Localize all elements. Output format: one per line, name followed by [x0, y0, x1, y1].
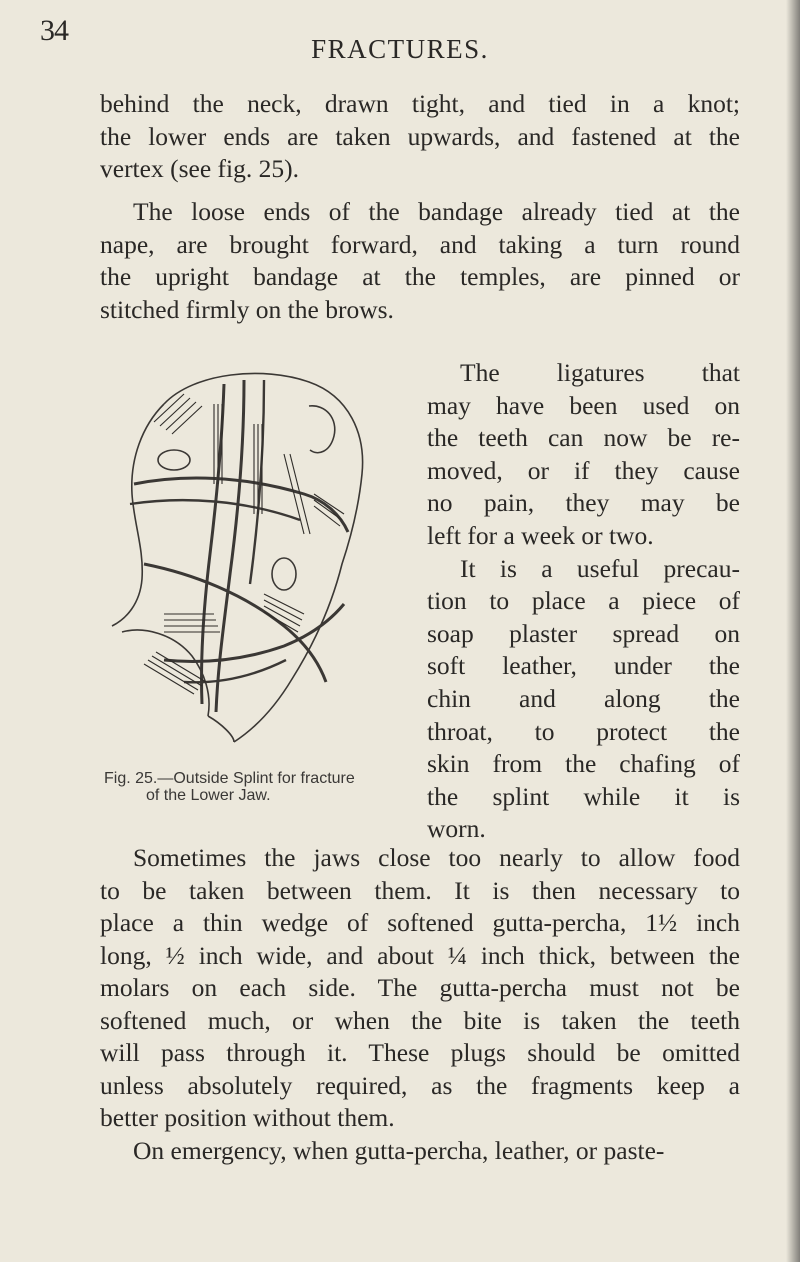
text-line: long, ½ inch wide, and about ¼ inch thick, between the	[100, 940, 740, 970]
paragraph-2	[100, 196, 740, 326]
text-line: tion to place a piece of	[427, 586, 740, 616]
page-edge-shadow	[786, 0, 800, 1262]
text-line: unless absolutely required, as the fragments keep a	[100, 1070, 740, 1100]
text-line: left for a week or two.	[427, 520, 654, 550]
text-line: molars on each side. The gutta-percha must not be	[100, 973, 740, 1002]
text-line: may have been used on	[427, 390, 740, 420]
text-line: vertex (see fig. 25).	[100, 154, 299, 183]
paragraph-1	[100, 88, 740, 186]
text-line: chin and along the	[427, 683, 740, 713]
text-line: throat, to protect the	[427, 716, 740, 746]
figure-caption	[104, 770, 422, 804]
text-line: On emergency, when gutta-percha, leather, or paste-	[133, 1136, 665, 1165]
text-line: behind the neck, drawn tight, and tied in a knot;	[100, 89, 740, 118]
text-line: Sometimes the jaws close too nearly to allow food	[133, 843, 740, 872]
page-number: 34	[40, 14, 68, 47]
text-line: The loose ends of the bandage already tied at the	[133, 197, 740, 226]
caption-line: of the Lower Jaw.	[146, 787, 271, 804]
text-line: the upright bandage at the temples, are pinned or	[100, 262, 740, 291]
text-line: the splint while it is	[427, 781, 740, 811]
text-line: moved, or if they cause	[427, 455, 740, 485]
text-line: worn.	[427, 814, 486, 844]
text-line: better position without them.	[100, 1103, 395, 1132]
text-line: to be taken between them. It is then necessary to	[100, 875, 740, 905]
text-line: the lower ends are taken upwards, and fastened at the	[100, 121, 740, 151]
text-line: soap plaster spread on	[427, 618, 740, 648]
text-line: nape, are brought forward, and taking a turn round	[100, 229, 740, 259]
text-line: no pain, they may be	[427, 488, 740, 518]
text-line: stitched firmly on the brows.	[100, 294, 394, 324]
paragraph-3	[100, 842, 740, 1135]
jaw-splint-illustration	[104, 364, 416, 768]
text-line: skin from the chafing of	[427, 749, 740, 779]
text-line: soft leather, under the	[427, 651, 740, 681]
right-column-text	[427, 357, 740, 846]
text-line: It is a useful precau-	[460, 553, 740, 583]
caption-line: Fig. 25.—Outside Splint for fracture	[104, 770, 355, 787]
running-title: FRACTURES.	[311, 34, 489, 64]
text-line: the teeth can now be re-	[427, 423, 740, 453]
text-line: softened much, or when the bite is taken the teeth	[100, 1005, 740, 1035]
text-line: The ligatures that	[460, 358, 740, 387]
text-line: place a thin wedge of softened gutta-percha, 1½ inch	[100, 908, 740, 937]
text-line: will pass through it. These plugs should be omitted	[100, 1038, 740, 1067]
paragraph-4	[100, 1135, 740, 1168]
